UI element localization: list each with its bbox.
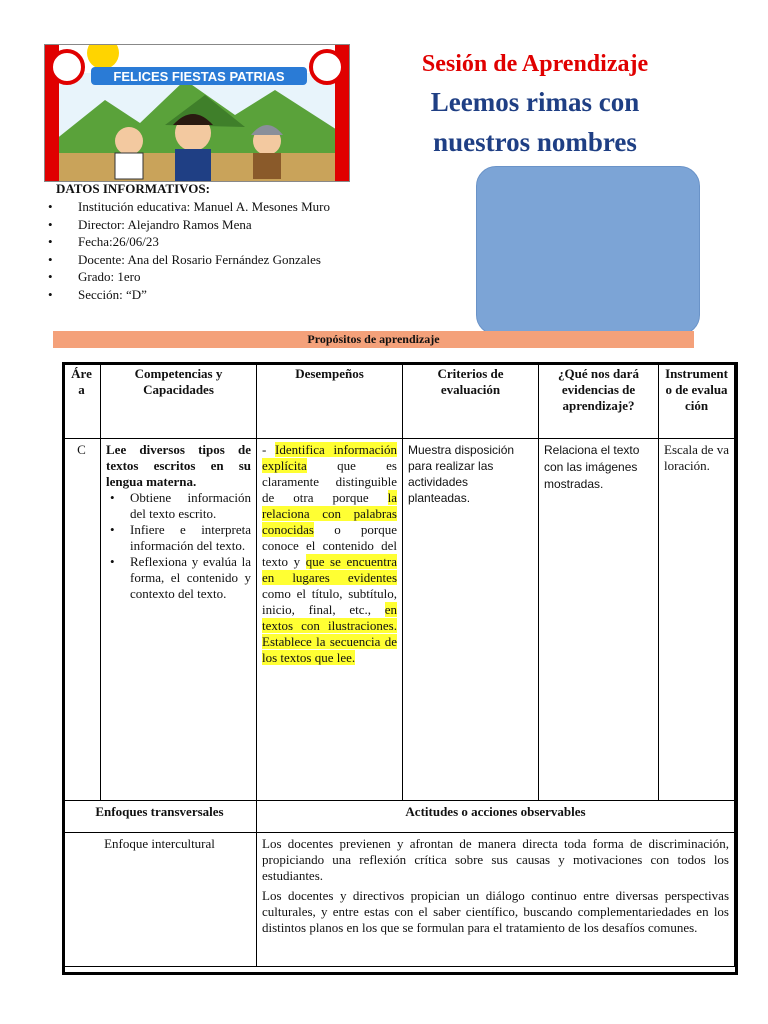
cell-instrumento: Escala de valoración. (659, 439, 735, 801)
header-area: Área (63, 363, 101, 439)
banner-illustration (45, 45, 349, 181)
cell-criterios: Muestra disposición para realizar las actividades planteadas. (403, 439, 539, 801)
blue-placeholder-box (476, 166, 700, 335)
datos-informativos (48, 181, 448, 304)
header-competencias: Competencias y Capacidades (101, 363, 257, 439)
datos-heading: DATOS INFORMATIVOS: (56, 181, 210, 196)
desempeno-highlight: la relaciona con palabras conocidas (262, 490, 397, 537)
propositos-heading: Propósitos de aprendizaje (53, 331, 694, 348)
enfoques-header-row (63, 801, 735, 833)
desempeno-highlight: que se encuentra en lugares evidentes (262, 554, 397, 585)
datos-item-docente: • Docente: Ana del Rosario Fernández Gonzales (48, 251, 448, 269)
capacidades-list (106, 490, 251, 602)
datos-list (48, 198, 448, 304)
session-title-block (380, 48, 690, 160)
cell-evidencias: Relaciona el texto con las imágenes mostradas. (539, 439, 659, 801)
desempeno-secuencia: Establece la secuencia de los textos que lee. (262, 634, 397, 665)
desempeno-highlight: Identifica información explícita (262, 442, 397, 473)
session-title-line2: nuestros nombres (433, 127, 637, 157)
header-enfoques: Enfoques transversales (63, 801, 257, 833)
desempeno-text: o porque conoce el contenido del texto y (262, 522, 397, 569)
cell-area: C (63, 439, 101, 801)
felices-fiestas-patrias-banner (44, 44, 350, 182)
datos-item-director: • Director: Alejandro Ramos Mena (48, 216, 448, 234)
table-header-row (63, 363, 735, 439)
capacidad-item: • Reflexiona y evalúa la forma, el contenido y contexto del texto. (106, 554, 251, 602)
datos-item-seccion: • Sección: “D” (48, 286, 448, 304)
header-criterios: Criterios de evaluación (403, 363, 539, 439)
header-acciones: Actitudes o acciones observables (257, 801, 735, 833)
cell-competencias (101, 439, 257, 801)
datos-item-institucion: • Institución educativa: Manuel A. Mesones Muro (48, 198, 448, 216)
desempeno-highlight: en textos con ilustraciones. (262, 602, 397, 633)
datos-item-fecha: • Fecha:26/06/23 (48, 233, 448, 251)
enfoque-row (63, 833, 735, 967)
accion-paragraph: Los docentes previenen y afrontan de manera directa toda forma de discriminación, propiciando una reflexión crítica sobre sus causas y motivaciones con todos los estudiantes. (262, 836, 729, 883)
capacidad-item: • Obtiene información del texto escrito. (106, 490, 251, 522)
accion-paragraph: Los docentes y directivos propician un diálogo continuo entre diversas perspectivas culturales, y entre estas con el saber científico, buscando complementariedades en los distintos planos en los que se formulan para el tratamiento de los desafíos comunes. (262, 888, 729, 935)
session-heading: Sesión de Aprendizaje (421, 51, 649, 77)
session-title-line1: Leemos rimas con (430, 87, 640, 117)
banner-text: FELICES FIESTAS PATRIAS (113, 69, 285, 84)
desempeno-text: que es claramente distinguible de otra porque (262, 458, 397, 505)
table-row (63, 439, 735, 801)
header-instrumento: Instrumento de evaluación (659, 363, 735, 439)
desempeno-text: como el título, subtítulo, inicio, final, etc., (262, 586, 397, 617)
cell-acciones (257, 833, 735, 967)
header-evidencias: ¿Qué nos dará evidencias de aprendizaje? (539, 363, 659, 439)
datos-item-grado: • Grado: 1ero (48, 268, 448, 286)
desempeno-dash: - (262, 442, 275, 457)
cell-desempenos (257, 439, 403, 801)
cell-enfoque: Enfoque intercultural (63, 833, 257, 967)
capacidad-item: • Infiere e interpreta información del texto. (106, 522, 251, 554)
header-desempenos: Desempeños (257, 363, 403, 439)
competencia-text: Lee diversos tipos de textos escritos en su lengua materna. (106, 442, 251, 489)
learning-table (62, 362, 735, 967)
